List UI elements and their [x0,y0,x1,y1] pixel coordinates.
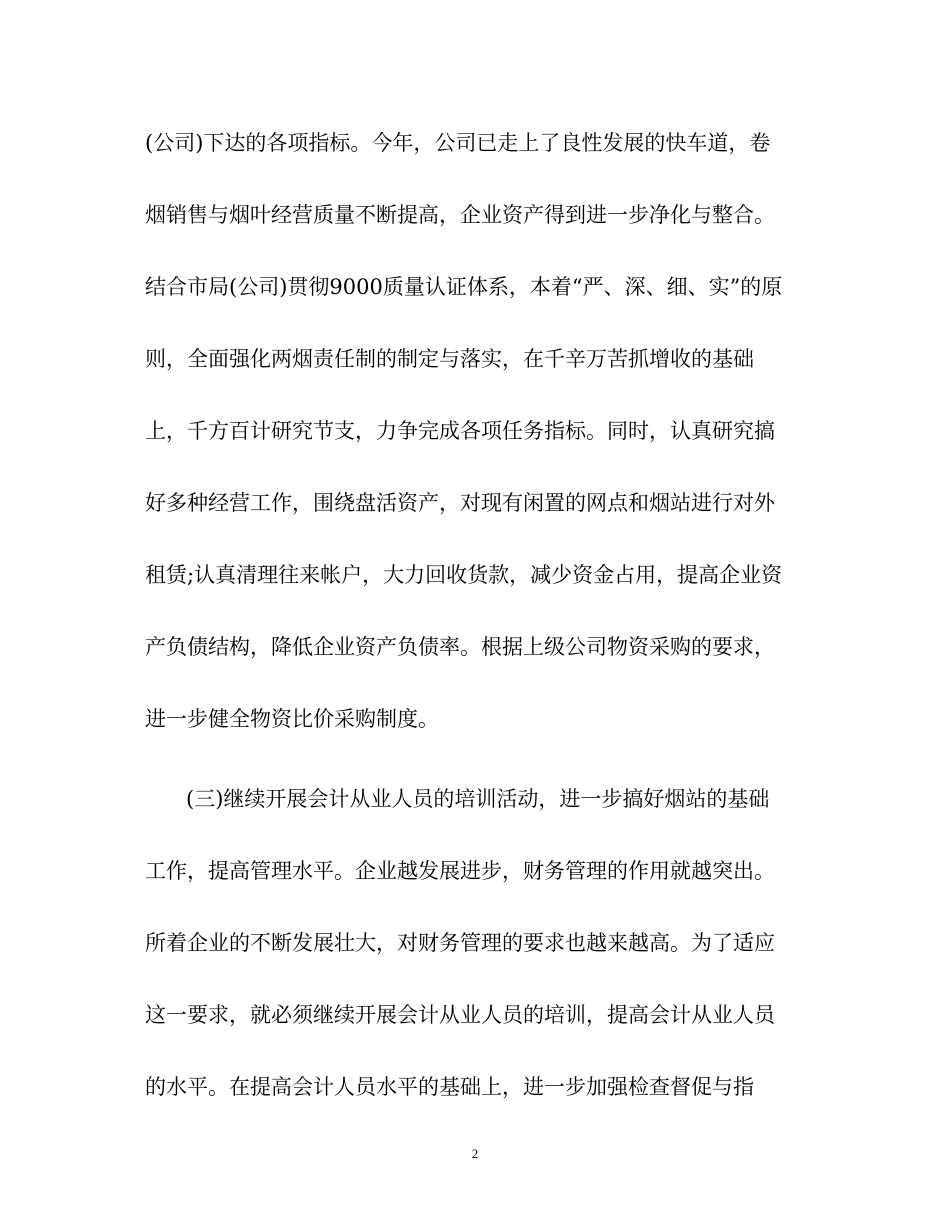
body-text-line: 产负债结构，降低企业资产负债率。根据上级公司物资采购的要求， [145,635,775,659]
body-text-line: 所着企业的不断发展壮大，对财务管理的要求也越来越高。为了适应 [145,931,775,955]
body-text-line: 这一要求，就必须继续开展会计从业人员的培训，提高会计从业人员 [145,1003,775,1027]
paragraph-first-line: (三)继续开展会计从业人员的培训活动，进一步搞好烟站的基础 [186,787,770,811]
body-text-line: 进一步健全物资比价采购制度。 [145,707,439,731]
body-text-line: 好多种经营工作，围绕盘活资产，对现有闲置的网点和烟站进行对外 [145,491,775,515]
body-text-line: 工作，提高管理水平。企业越发展进步，财务管理的作用就越突出。 [145,859,775,883]
body-text-line: 结合市局(公司)贯彻9000质量认证体系，本着“严、深、细、实”的原 [145,275,783,299]
body-text-line: 烟销售与烟叶经营质量不断提高，企业资产得到进一步净化与整合。 [145,203,775,227]
body-text-line: 则，全面强化两烟责任制的制定与落实，在千辛万苦抓增收的基础 [145,347,754,371]
body-text-line: 上，千方百计研究节支，力争完成各项任务指标。同时，认真研究搞 [145,419,775,443]
body-text-line: 的水平。在提高会计人员水平的基础上，进一步加强检查督促与指 [145,1075,754,1099]
page-number: 2 [471,1146,479,1161]
body-text-line: (公司)下达的各项指标。今年，公司已走上了良性发展的快车道，卷 [145,131,771,155]
body-text-line: 租赁;认真清理往来帐户，大力回收货款，减少资金占用，提高企业资 [145,563,783,587]
